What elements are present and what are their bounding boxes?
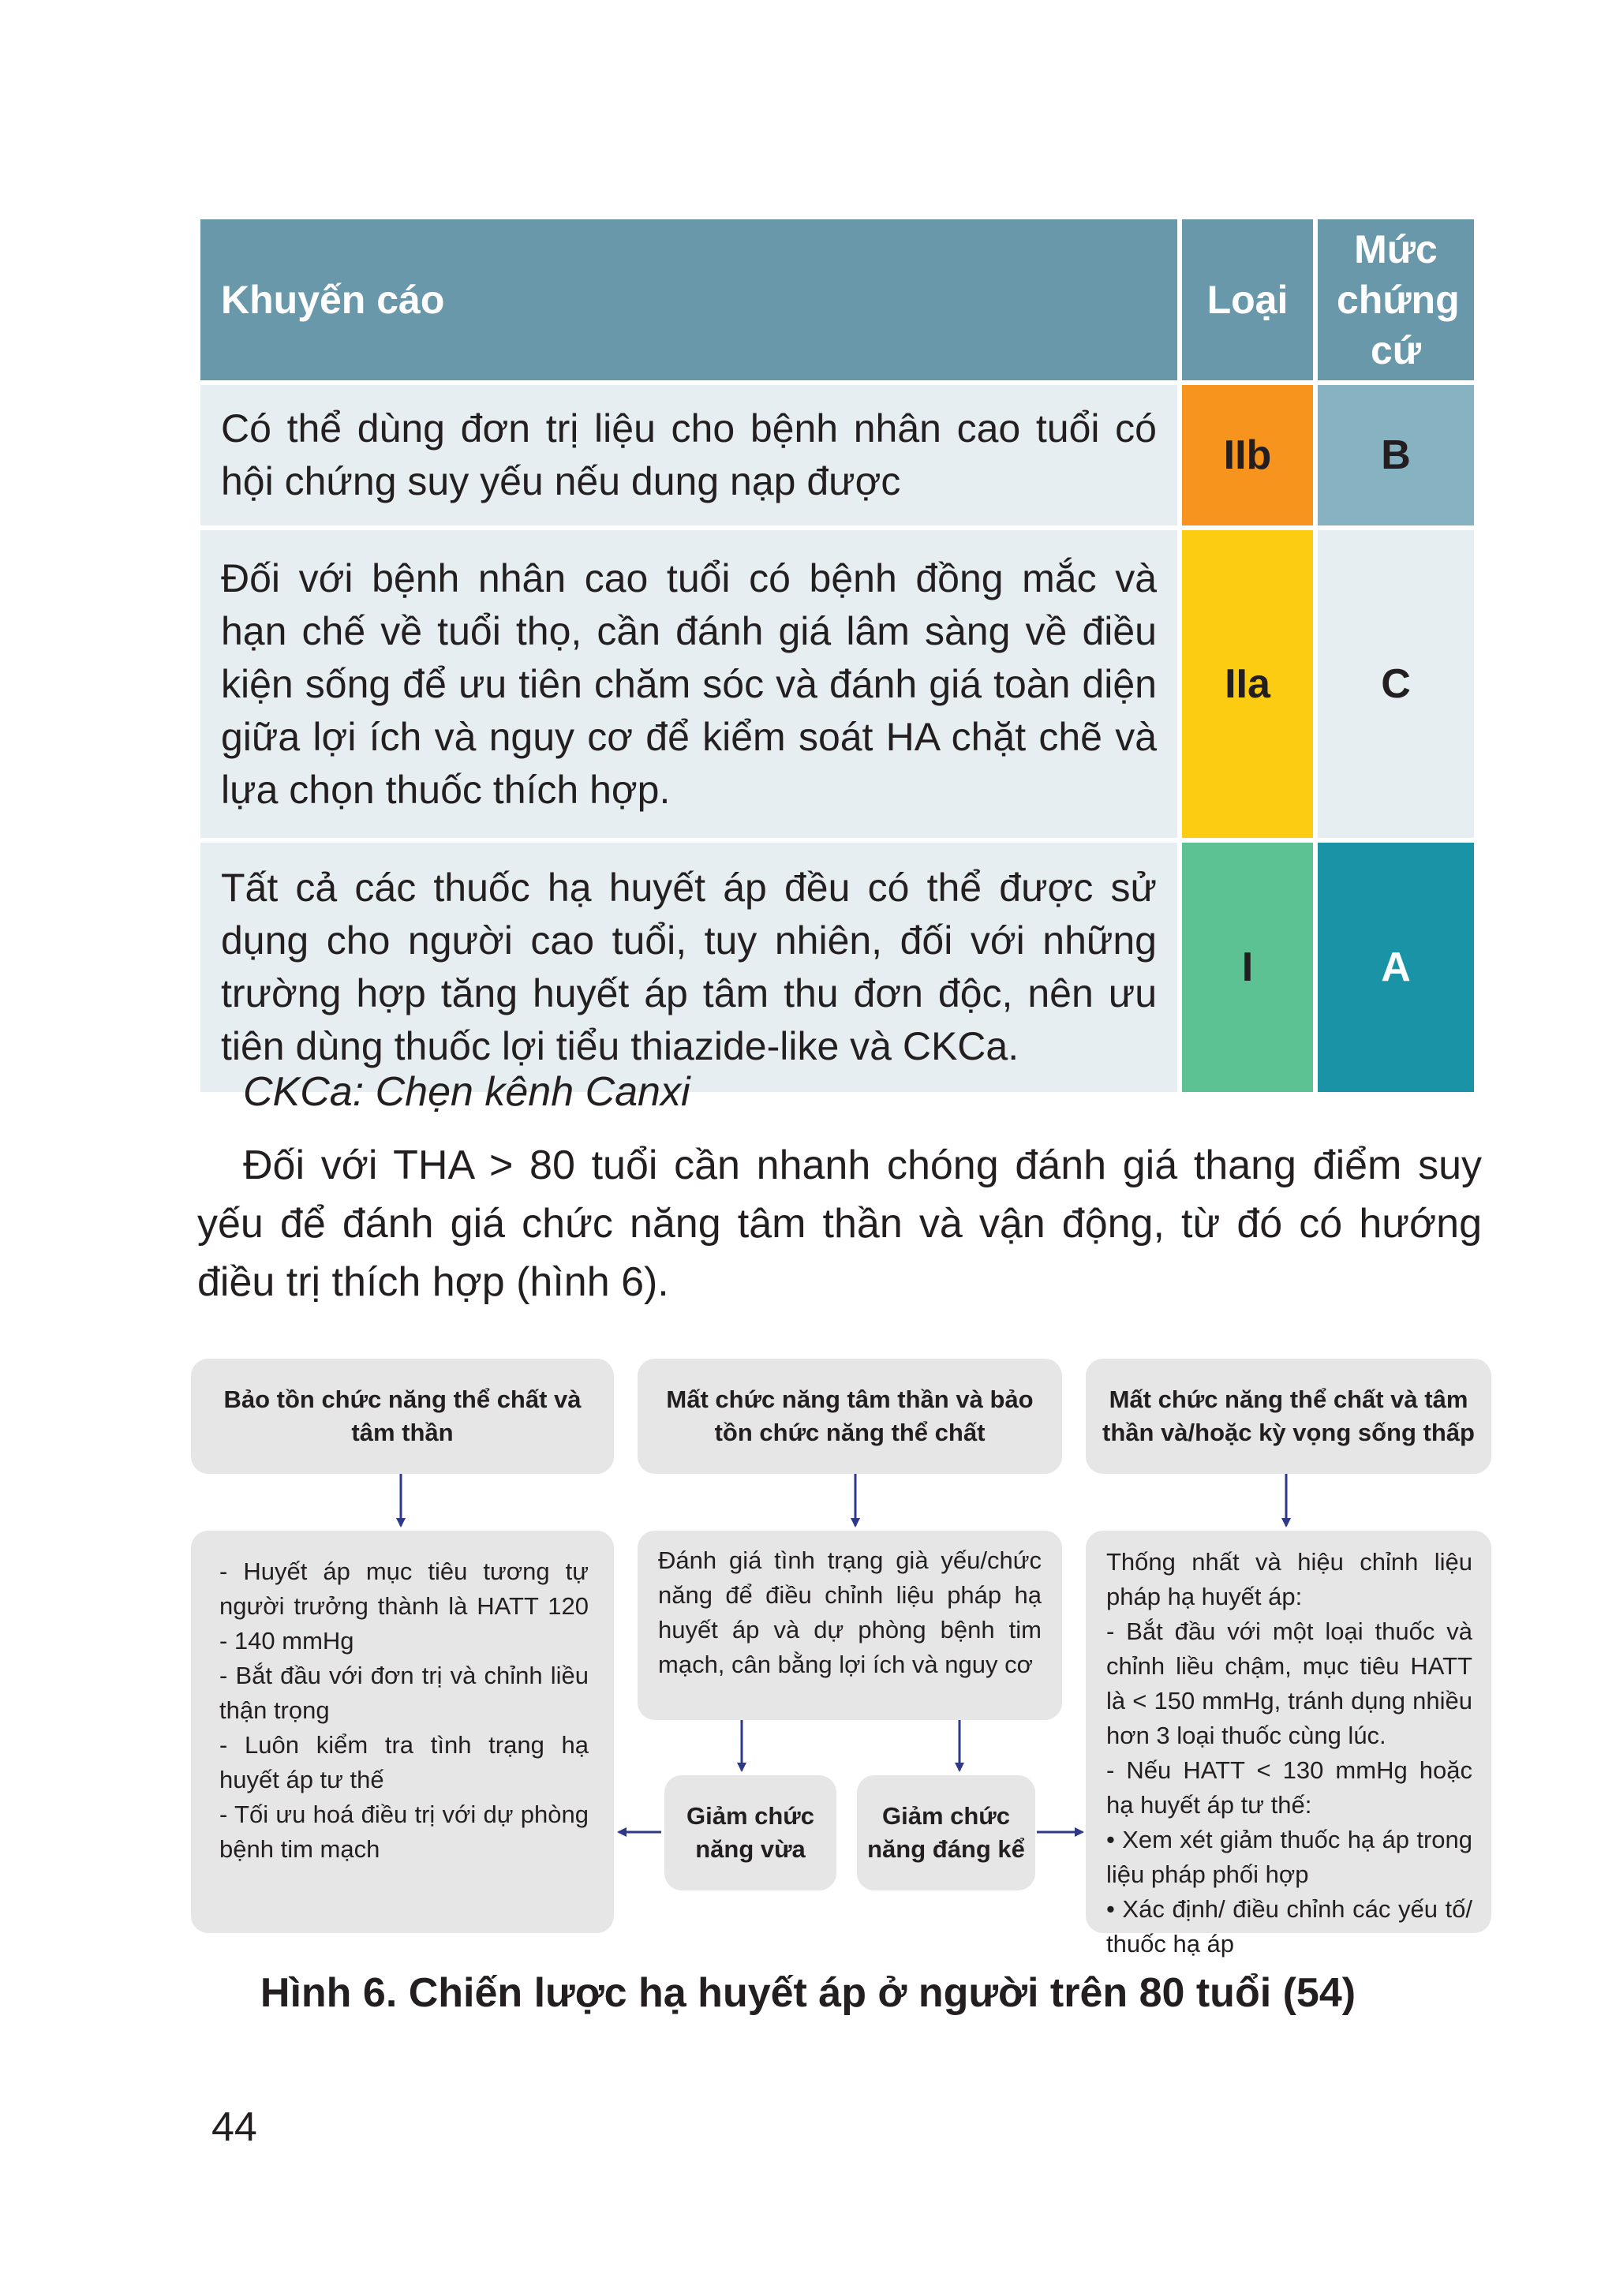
table-header-row [200,219,1474,380]
page-number: 44 [211,2104,257,2150]
recommendation-text: Tất cả các thuốc hạ huyết áp đều có thể được sử dụng cho người cao tuổi, tuy nhiên, đối với những trường hợp tăng huyết áp tâm thu đơn độc, nên ưu tiên dùng thuốc lợi tiểu thiazide-like và CKCa. [200,843,1177,1092]
significant-decline-box: Giảm chức năng đáng kể [857,1775,1035,1890]
header-recommendation: Khuyến cáo [200,219,1177,380]
recommendation-text: Có thể dùng đơn trị liệu cho bệnh nhân cao tuổi có hội chứng suy yếu nếu dung nạp được [200,385,1177,525]
figure-caption: Hình 6. Chiến lược hạ huyết áp ở người trên 80 tuổi (54) [260,1970,1356,2016]
col3-item: • Xác định/ điều chỉnh các yếu tố/ thuốc hạ áp [1106,1895,1472,1958]
table-row [200,843,1474,1092]
col3-item: - Nếu HATT < 130 mmHg hoặc hạ huyết áp tư thế: [1106,1756,1472,1819]
col3-header: Mất chức năng thể chất và tâm thần và/hoặc kỳ vọng sống thấp [1086,1359,1491,1474]
body-paragraph: Đối với THA > 80 tuổi cần nhanh chóng đánh giá thang điểm suy yếu để đánh giá chức năng tâm thần và vận động, từ đó có hướng điều trị thích hợp (hình 6). [197,1142,1482,1305]
table-row [200,530,1474,838]
level-badge: A [1318,843,1474,1092]
col1-body [191,1531,614,1933]
col3-item: - Bắt đầu với một loại thuốc và chỉnh liều chậm, mục tiêu HATT là < 150 mmHg, tránh dụng nhiều hơn 3 loại thuốc cùng lúc. [1106,1617,1472,1749]
class-badge: I [1182,843,1313,1092]
col1-item: - Bắt đầu với đơn trị và chỉnh liều thận trọng [219,1662,589,1724]
level-badge: B [1318,385,1474,525]
class-badge: IIb [1182,385,1313,525]
col1-header: Bảo tồn chức năng thể chất và tâm thần [191,1359,614,1474]
col2-header: Mất chức năng tâm thần và bảo tồn chức năng thể chất [638,1359,1062,1474]
recommendation-table [196,215,1479,1097]
level-badge: C [1318,530,1474,838]
table-row [200,385,1474,525]
col1-item: - Luôn kiểm tra tình trạng hạ huyết áp tư thế [219,1731,589,1793]
col1-item: - Tối ưu hoá điều trị với dự phòng bệnh tim mạch [219,1801,589,1863]
col3-item: Thống nhất và hiệu chỉnh liệu pháp hạ huyết áp: [1106,1548,1472,1610]
col2-body: Đánh giá tình trạng già yếu/chức năng để điều chỉnh liệu pháp hạ huyết áp và dự phòng bệnh tim mạch, cân bằng lợi ích và nguy cơ [638,1531,1062,1720]
col3-body [1086,1531,1491,1958]
header-level: Mức chứng cứ [1318,219,1474,380]
header-class: Loại [1182,219,1313,380]
moderate-decline-box: Giảm chức năng vừa [664,1775,836,1890]
abbreviation-note: CKCa: Chẹn kênh Canxi [243,1069,690,1115]
col1-item: - Huyết áp mục tiêu tương tự người trưởng thành là HATT 120 - 140 mmHg [219,1557,589,1655]
recommendation-text: Đối với bệnh nhân cao tuổi có bệnh đồng mắc và hạn chế về tuổi thọ, cần đánh giá lâm sàng về điều kiện sống để ưu tiên chăm sóc và đánh giá toàn diện giữa lợi ích và nguy cơ để kiểm soát HA chặt chẽ và lựa chọn thuốc thích hợp. [200,530,1177,838]
col3-item: • Xem xét giảm thuốc hạ áp trong liệu pháp phối hợp [1106,1826,1472,1888]
class-badge: IIa [1182,530,1313,838]
